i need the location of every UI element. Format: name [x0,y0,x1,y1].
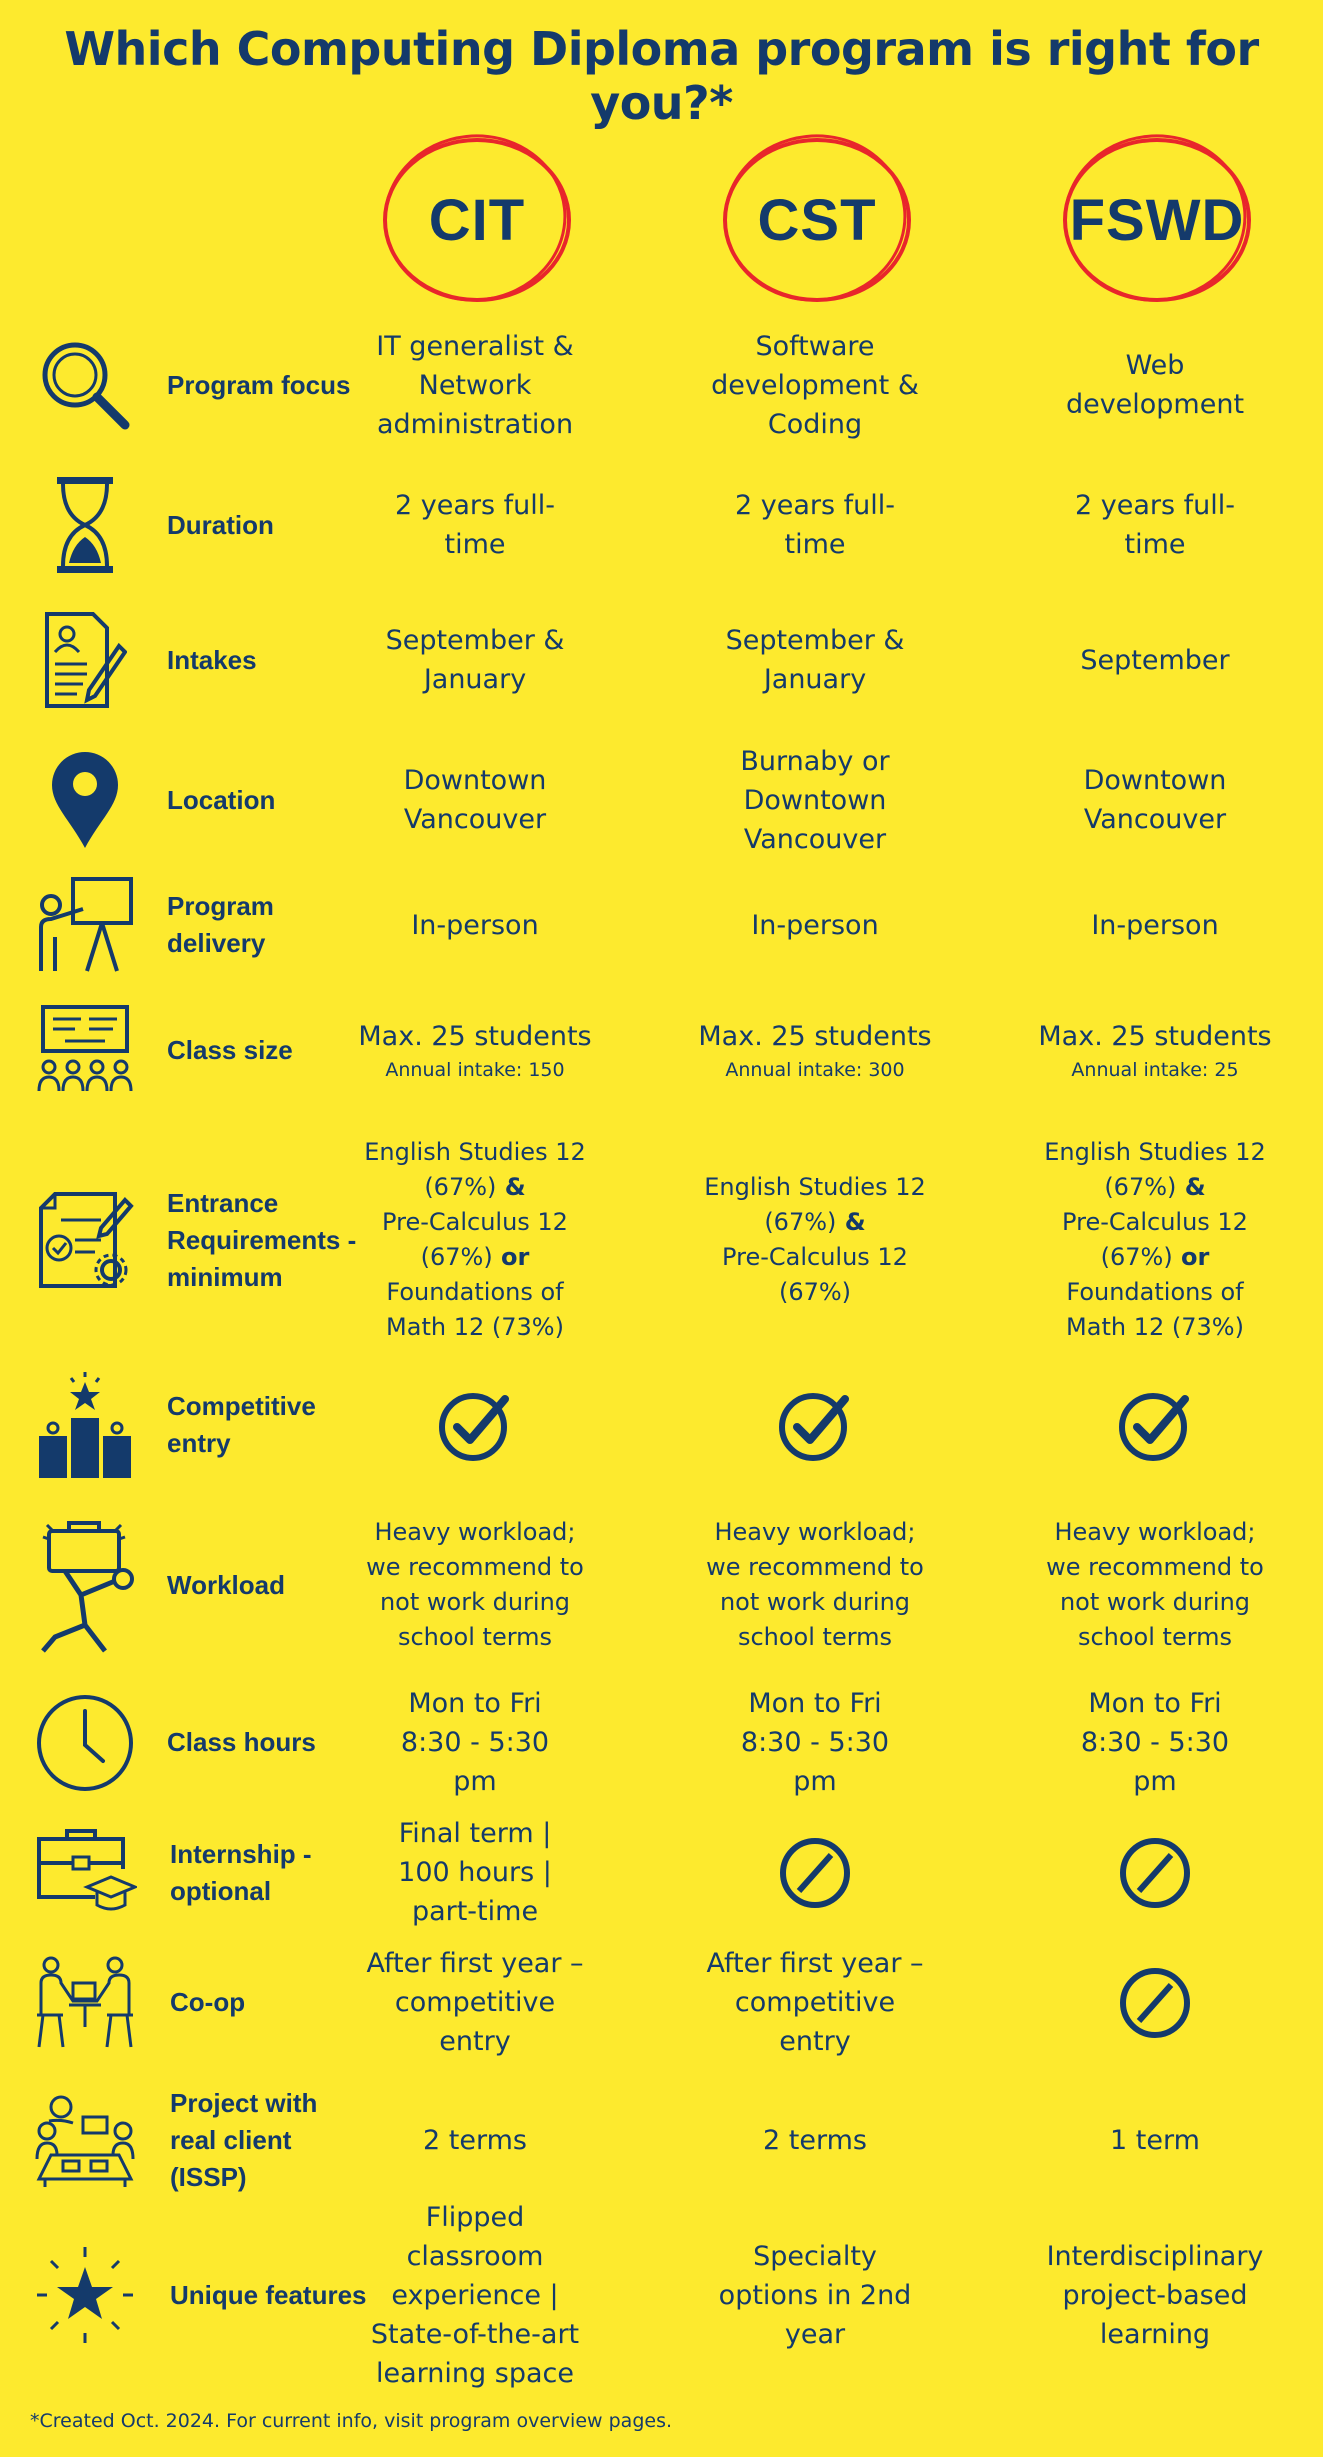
row-label: Unique features [170,2279,367,2310]
check-circle-icon [335,1365,615,1485]
cell-cst: Burnaby or Downtown Vancouver [740,745,890,855]
cell-fswd: Interdisciplinary project-based learning [1046,2240,1264,2350]
requirement-line: Foundations of [1066,1278,1244,1306]
cell-cit: 2 terms [423,2125,527,2156]
row-class-hours [0,1685,1323,1800]
row-label: Location [167,784,276,815]
row-program-delivery [0,870,1323,980]
class-size-max: Max. 25 students [698,1020,932,1052]
hourglass-icon [30,470,140,580]
program-name: FSWD [1069,187,1245,253]
row-co-op [0,1945,1323,2060]
row-label: Program focus [167,369,351,400]
requirement-line: English Studies 12 [704,1173,926,1201]
cell-cst [675,995,955,1105]
cell-cst: September & January [725,625,905,695]
cell-cit [335,1130,615,1350]
cell-cit: In-person [411,909,539,941]
requirement-line: (67%) & [764,1208,866,1236]
cell-fswd: In-person [1091,909,1219,941]
meeting-table-icon [30,2078,140,2203]
cell-fswd: 1 term [1110,2125,1200,2156]
row-label: Co-op [170,1987,246,2017]
presenter-icon [30,870,140,980]
application-form-icon [30,605,140,715]
cell-cst: 2 terms [763,2125,867,2156]
magnifying-glass-icon [30,325,140,445]
row-label: Duration [167,509,274,540]
cell-fswd: Heavy workload; we recommend to not work during school terms [1046,1518,1264,1651]
heavy-load-icon [30,1505,140,1665]
program-header-cst [717,130,917,310]
cell-cst [675,1130,955,1350]
podium-icon [30,1365,140,1485]
page-title: Which Computing Diploma program is right for you?* [64,22,1259,130]
cell-cst: Specialty options in 2nd year [718,2240,912,2350]
row-label: Internship - optional [170,1838,312,1906]
row-label: Program delivery [167,891,274,958]
row-label: Workload [167,1569,285,1600]
annual-intake: Annual intake: 150 [385,1058,565,1081]
coworkers-icon [30,1945,140,2060]
cell-cit: IT generalist & Network administration [376,330,574,440]
requirement-line: Foundations of [386,1278,564,1306]
footnote: *Created Oct. 2024. For current info, visit program overview pages. [30,2410,673,2432]
annual-intake: Annual intake: 300 [725,1058,905,1081]
cell-cit: Mon to Fri 8:30 - 5:30 pm [400,1688,550,1797]
requirement-line: Pre-Calculus 12 [382,1208,568,1236]
annual-intake: Annual intake: 25 [1071,1058,1239,1081]
cell-cst: Software development & Coding [711,330,919,440]
row-program-focus [0,325,1323,445]
requirement-line: English Studies 12 [364,1138,586,1166]
clock-icon [30,1685,140,1800]
cell-fswd: Web development [1065,350,1245,420]
cell-fswd: Downtown Vancouver [1083,765,1227,835]
program-name: CIT [428,187,526,253]
class-size-max: Max. 25 students [358,1020,592,1052]
classroom-icon [30,995,140,1105]
row-competitive-entry [0,1365,1323,1485]
check-circle-icon [1015,1365,1295,1485]
requirement-line: Pre-Calculus 12 [1062,1208,1248,1236]
requirement-line: (67%) or [1100,1243,1210,1271]
cell-cit: Final term | 100 hours | part-time [398,1818,552,1927]
cell-cst: Mon to Fri 8:30 - 5:30 pm [740,1688,890,1797]
map-pin-icon [30,740,140,860]
cell-fswd: Mon to Fri 8:30 - 5:30 pm [1080,1688,1230,1797]
requirement-line: Pre-Calculus 12 [722,1243,908,1271]
not-available-icon [1015,1815,1295,1930]
row-label-text: Entrance Requirements - minimum [167,1187,357,1292]
cell-fswd [1015,1130,1295,1350]
requirement-line: (67%) [778,1278,852,1306]
class-size-max: Max. 25 students [1038,1020,1272,1052]
cell-cst: Heavy workload; we recommend to not work during school terms [706,1518,924,1651]
requirement-line: (67%) & [1104,1173,1206,1201]
check-circle-icon [675,1365,955,1485]
row-internship [0,1815,1323,1930]
cell-fswd: September [1080,644,1230,676]
row-unique-features [0,2201,1323,2389]
cell-cit: After first year – competitive entry [366,1948,584,2057]
requirement-line: Math 12 (73%) [386,1313,564,1341]
not-available-icon [675,1815,955,1930]
not-available-icon [1015,1945,1295,2060]
cell-cit [335,995,615,1105]
row-label: Class hours [167,1727,316,1757]
row-location [0,740,1323,860]
row-real-client-project [0,2078,1323,2203]
requirement-line: (67%) or [420,1243,530,1271]
row-entrance-requirements [0,1130,1323,1350]
requirement-line: English Studies 12 [1044,1138,1266,1166]
row-label: Project with real client (ISSP) [170,2088,318,2192]
requirement-line: Math 12 (73%) [1066,1313,1244,1341]
briefcase-graduation-icon [30,1815,140,1930]
row-class-size [0,995,1323,1105]
cell-cst: After first year – competitive entry [706,1948,924,2057]
row-workload [0,1505,1323,1665]
row-label: Intakes [167,644,257,675]
cell-cst: In-person [751,909,879,941]
cell-cit: Heavy workload; we recommend to not work during school terms [366,1518,584,1651]
program-name: CST [757,187,877,253]
program-header-fswd [1057,130,1257,310]
cell-cit: Flipped classroom experience | State-of-the-art learning space [370,2201,580,2389]
cell-fswd: 2 years full-time [1075,490,1236,560]
row-duration [0,470,1323,580]
cell-cit: September & January [385,625,565,695]
row-intakes [0,605,1323,715]
requirement-line: (67%) & [424,1173,526,1201]
row-label: Competitive entry [167,1391,316,1458]
cell-cit: 2 years full-time [395,490,556,560]
program-header-cit [377,130,577,310]
cell-cit: Downtown Vancouver [403,765,547,835]
cell-cst: 2 years full-time [735,490,896,560]
requirements-document-icon [30,1130,140,1350]
cell-fswd [1015,995,1295,1105]
row-label: Class size [167,1034,293,1065]
star-burst-icon [30,2210,140,2380]
